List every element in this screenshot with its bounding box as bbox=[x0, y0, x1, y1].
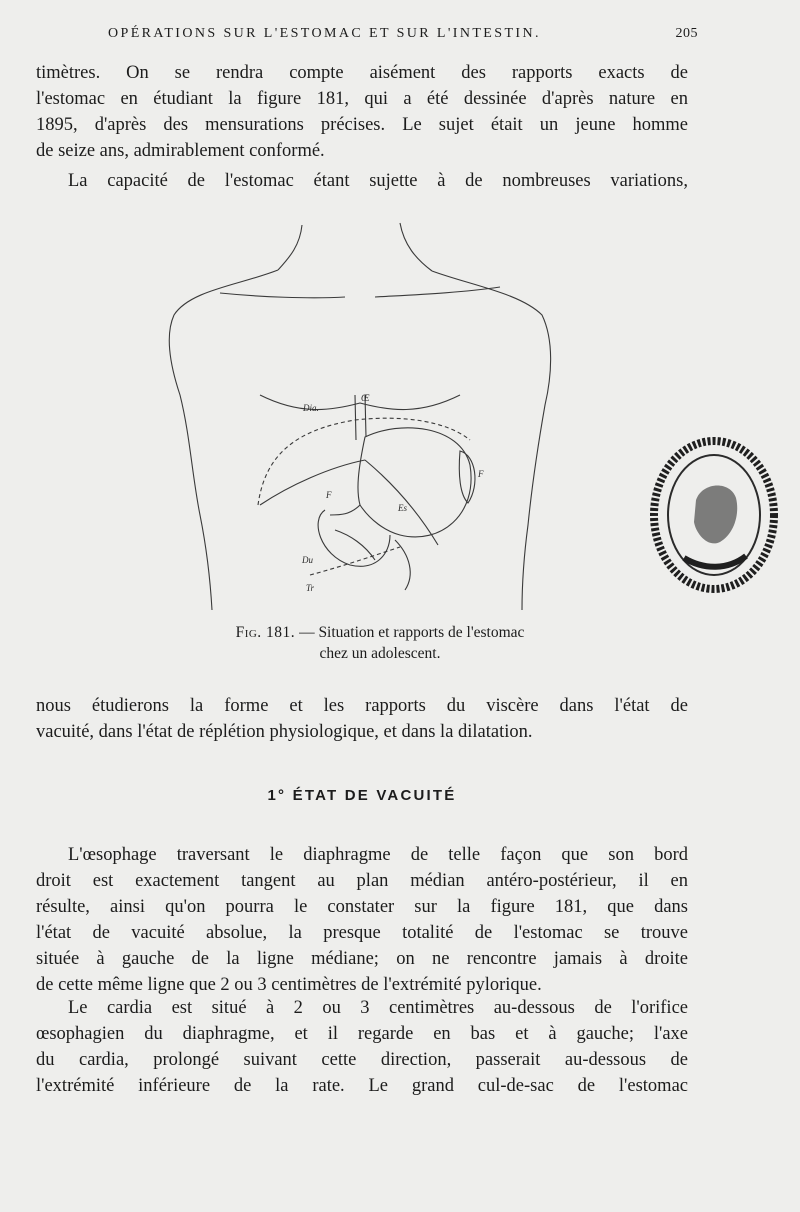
text-line: 1895, d'après des mensurations précises. Le sujet était un jeune homme bbox=[36, 115, 688, 135]
text-line: droit est exactement tangent au plan médian antéro-postérieur, il en bbox=[36, 871, 688, 891]
text-line: l'état de vacuité absolue, la presque totalité de l'estomac se trouve bbox=[36, 923, 688, 943]
page-number: 205 bbox=[675, 26, 698, 41]
paragraph-continuation bbox=[36, 693, 688, 745]
text-line: nous étudierons la forme et les rapports du viscère dans l'état de bbox=[36, 696, 688, 716]
diaphragm-line bbox=[258, 418, 470, 505]
figure-number: Fig. 181. bbox=[235, 624, 296, 641]
paragraph-intro bbox=[36, 60, 688, 164]
figure-label-oe: Œ bbox=[361, 393, 370, 403]
trunk-outline bbox=[432, 271, 551, 610]
text-line: vacuité, dans l'état de réplétion physiologique, et dans la dilatation. bbox=[36, 722, 533, 742]
text-line: l'extrémité inférieure de la rate. Le grand cul-de-sac de l'estomac bbox=[36, 1076, 688, 1096]
text-line: du cardia, prolongé suivant cette direction, passerait au-dessous de bbox=[36, 1050, 688, 1070]
paragraph-capacity bbox=[36, 168, 688, 194]
text-line: L'œsophage traversant le diaphragme de telle façon que son bord bbox=[68, 845, 688, 865]
clavicle bbox=[375, 287, 500, 297]
stomach bbox=[330, 505, 360, 515]
anatomical-figure bbox=[160, 215, 560, 615]
library-stamp bbox=[644, 430, 784, 600]
spleen bbox=[459, 451, 475, 503]
figure-label-tr: Tr bbox=[306, 583, 315, 593]
paragraph-cardia bbox=[36, 995, 688, 1099]
chest-line bbox=[260, 395, 460, 410]
text-line: Le cardia est situé à 2 ou 3 centimètres au-dessous de l'orifice bbox=[68, 998, 688, 1018]
text-line: œsophagien du diaphragme, et il regarde en bas et à gauche; l'axe bbox=[36, 1024, 688, 1044]
figure-label-du: Du bbox=[302, 555, 313, 565]
section-heading: 1° ÉTAT DE VACUITÉ bbox=[267, 787, 457, 804]
paragraph-oesophagus bbox=[36, 842, 688, 998]
text-line: l'estomac en étudiant la figure 181, qui a été dessinée d'après nature en bbox=[36, 89, 688, 109]
running-title: OPÉRATIONS SUR L'ESTOMAC ET SUR L'INTESTIN. bbox=[108, 26, 541, 41]
intestine bbox=[335, 530, 375, 560]
clavicle bbox=[220, 293, 345, 298]
caption-text: chez un adolescent. bbox=[319, 645, 441, 662]
trunk-outline bbox=[169, 270, 278, 610]
text-line: timètres. On se rendra compte aisément des rapports exacts de bbox=[36, 63, 688, 83]
figure-label-es: Es bbox=[398, 503, 407, 513]
neck-outline bbox=[278, 225, 302, 270]
text-line: de cette même ligne que 2 ou 3 centimètres de l'extrémité pylorique. bbox=[36, 975, 542, 995]
text-line: située à gauche de la ligne médiane; on ne rencontre jamais à droite bbox=[36, 949, 688, 969]
text-line: résulte, ainsi qu'on pourra le constater sur la figure 181, que dans bbox=[36, 897, 688, 917]
text-line: de seize ans, admirablement conformé. bbox=[36, 141, 325, 161]
figure-caption bbox=[200, 622, 560, 664]
caption-text: — Situation et rapports de l'estomac bbox=[299, 624, 525, 641]
text-line: La capacité de l'estomac étant sujette à de nombreuses variations, bbox=[68, 171, 688, 191]
colon-line bbox=[310, 547, 400, 575]
neck-outline bbox=[400, 223, 432, 271]
liver-line bbox=[260, 460, 365, 505]
intestine bbox=[318, 510, 390, 566]
figure-label-dia: Dia. bbox=[303, 403, 319, 413]
stomach bbox=[358, 428, 471, 537]
figure-label-f-right: F bbox=[478, 469, 484, 479]
figure-label-f-left: F bbox=[326, 490, 332, 500]
